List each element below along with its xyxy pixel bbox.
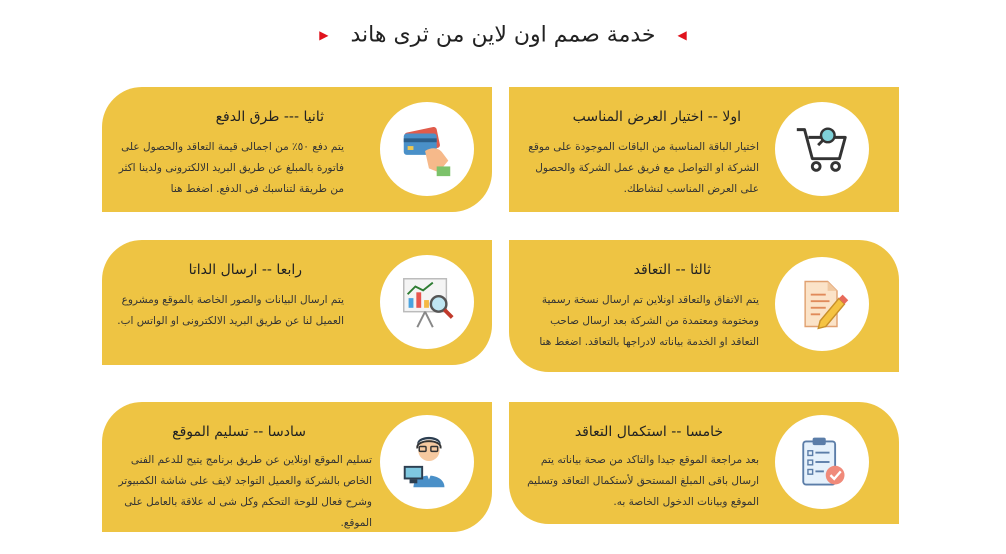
step-4-title: رابعا -- ارسال الداتا [188, 262, 302, 278]
step-card-5 [509, 402, 899, 524]
step-3-text: يتم الاتفاق والتعاقد اونلاين تم ارسال نسخة رسمية ومختومة ومعتمدة من الشركة بعد ارسال صاحب التعاقد او الخدمة بياناته لادراجها بالتعاقد. اضغط هنا [539, 294, 759, 348]
step-6-title: سادسا -- تسليم الموقع [172, 424, 306, 440]
step-2-icon-circle [380, 102, 474, 196]
page-title-text: خدمة صمم اون لاين من ثرى هاند [350, 22, 656, 48]
presentation-chart-icon [396, 271, 458, 333]
step-6-text: تسليم الموقع اونلاين عن طريق برنامج يتيح للدعم الفنى الخاص بالشركة والعميل التواجد لايف على شاشة الكمبيوتر وشرح فعال للوحة التحكم وكل شى له علاقة بالعامل على الموقع. [118, 454, 372, 529]
step-5-title: خامسا -- استكمال التعاقد [574, 424, 723, 440]
step-4-text: يتم ارسال البيانات والصور الخاصة بالموقع ومشروع العميل لنا عن طريق البريد الالكترونى او الواتس اب. [117, 294, 344, 327]
step-1-text: اختيار الباقة المناسبة من الباقات الموجودة على موقع الشركة او التواصل مع فريق عمل الشركة والحصول على العرض المناسب لنشاطك. [528, 141, 759, 195]
step-1-icon-circle [775, 102, 869, 196]
step-3-title: ثالثا -- التعاقد [633, 262, 711, 278]
step-3-icon-circle [775, 257, 869, 351]
step-card-4 [102, 240, 492, 365]
step-card-2 [102, 87, 492, 212]
page-title [0, 22, 1006, 50]
shopping-cart-search-icon [791, 118, 853, 180]
step-4-icon-circle [380, 255, 474, 349]
step-card-1 [509, 87, 899, 212]
step-2-text: يتم دفع ٥٠٪ من اجمالى قيمة التعاقد والحصول على فاتورة بالمبلغ عن طريق البريد الالكترونى ولدينا اكثر من طريقة لتناسبك فى الدفع. اضغط هنا [118, 141, 344, 195]
step-card-3 [509, 240, 899, 372]
document-pencil-icon [792, 274, 852, 334]
step-5-icon-circle [775, 415, 869, 509]
step-card-6 [102, 402, 492, 532]
step-6-icon-circle [380, 415, 474, 509]
arrow-right-icon: ▶ [319, 28, 329, 42]
support-agent-icon [396, 431, 458, 493]
arrow-left-icon: ◀ [677, 28, 687, 42]
credit-card-hand-icon [396, 118, 458, 180]
step-1-title: اولا -- اختيار العرض المناسب [572, 109, 741, 125]
step-2-title: ثانيا --- طرق الدفع [215, 109, 324, 125]
step-5-text: بعد مراجعة الموقع جيدا والتاكد من صحة بياناته يتم ارسال باقى المبلغ المستحق لأستكمال التعاقد وتسليم الموقع وبيانات الدخول الخاصة به. [527, 454, 759, 508]
clipboard-check-icon [792, 432, 852, 492]
